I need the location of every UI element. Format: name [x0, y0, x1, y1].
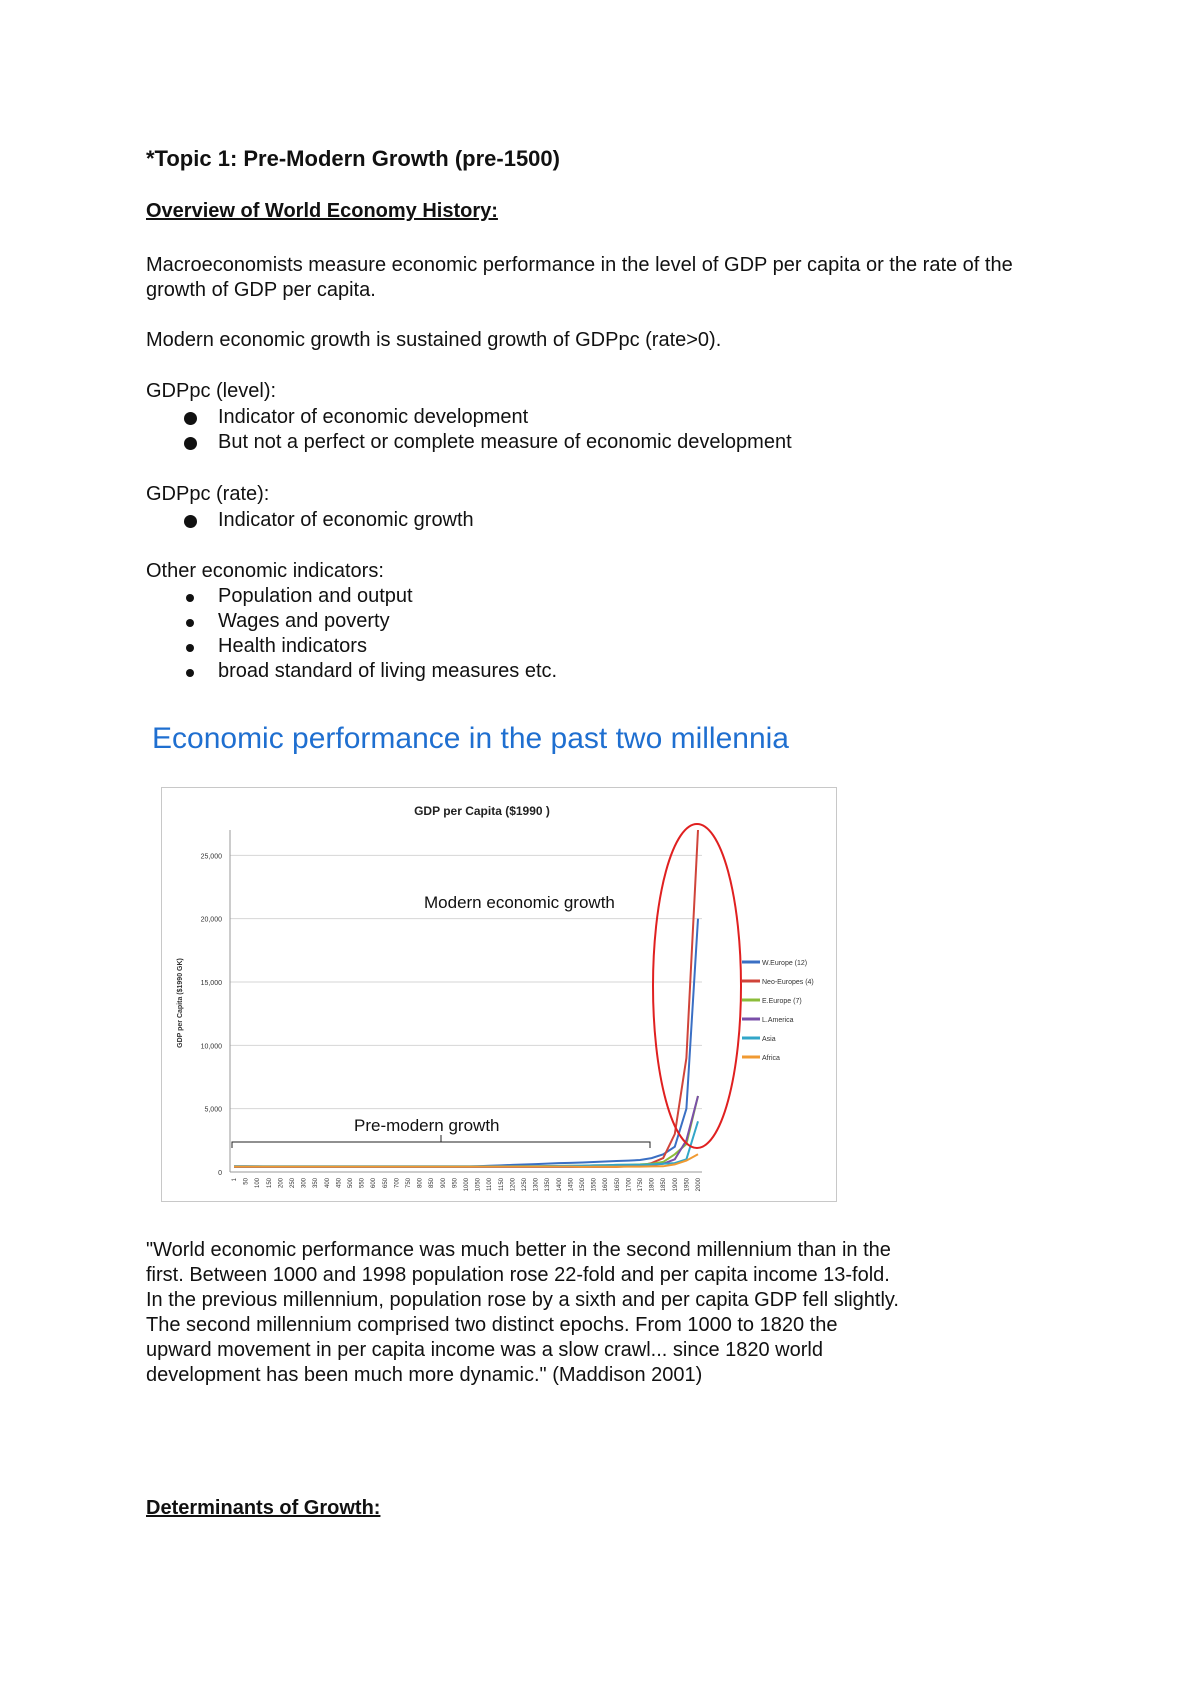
- x-tick-label: 1350: [545, 1178, 552, 1192]
- list-item: Indicator of economic development: [146, 405, 792, 430]
- x-tick-label: 1650: [614, 1178, 621, 1192]
- y-tick-label: 20,000: [200, 916, 222, 924]
- other-indicators-list: [146, 584, 557, 684]
- y-tick-label: 25,000: [200, 853, 222, 861]
- bullet-icon: [184, 437, 197, 450]
- x-tick-label: 1900: [672, 1178, 679, 1192]
- chart-title: GDP per Capita ($1990 ): [414, 804, 550, 818]
- x-tick-label: 850: [429, 1178, 436, 1189]
- x-tick-label: 1: [232, 1178, 238, 1182]
- x-tick-label: 800: [417, 1178, 424, 1189]
- x-tick-label: 400: [324, 1178, 331, 1189]
- bullet-icon: [186, 619, 194, 627]
- y-tick-label: 15,000: [200, 980, 222, 987]
- gdp-chart: [162, 788, 836, 1201]
- list-item: Population and output: [146, 584, 557, 609]
- bullet-icon: [184, 412, 197, 425]
- x-tick-label: 1800: [649, 1178, 656, 1192]
- bullet-icon: [184, 515, 197, 528]
- x-tick-label: 350: [313, 1178, 320, 1189]
- x-tick-label: 1550: [591, 1178, 598, 1192]
- overview-heading: Overview of World Economy History:: [146, 200, 498, 222]
- maddison-quote: "World economic performance was much better in the second millennium than in the first. Between 1000 and 1998 population rose 22-fold and per capita income 13-fold. In the previous millennium, population rose by a sixth and per capita GDP fell slightly. The second millennium comprised two distinct epochs. From 1000 to 1820 the upward movement in per capita income was a slow crawl... since 1820 world development has been much more dynamic." (Maddison 2001): [146, 1239, 899, 1386]
- y-tick-label: 5,000: [204, 1106, 222, 1114]
- list-item: Indicator of economic growth: [146, 508, 474, 533]
- x-tick-label: 650: [382, 1178, 389, 1189]
- premodern-growth-annotation: Pre-modern growth: [354, 1116, 500, 1135]
- x-tick-label: 1500: [580, 1178, 586, 1192]
- legend-label: Asia: [762, 1036, 776, 1043]
- legend-label: W.Europe (12): [762, 960, 808, 967]
- x-tick-label: 750: [406, 1178, 412, 1189]
- x-tick-label: 1950: [684, 1178, 691, 1192]
- x-tick-label: 950: [452, 1178, 459, 1189]
- x-tick-label: 1400: [556, 1178, 563, 1192]
- bullet-icon: [186, 594, 194, 602]
- x-tick-label: 200: [278, 1178, 285, 1189]
- x-tick-label: 900: [440, 1178, 447, 1189]
- x-tick-label: 100: [255, 1178, 262, 1189]
- x-tick-label: 1300: [533, 1178, 540, 1192]
- modern-growth-annotation: Modern economic growth: [424, 893, 615, 912]
- x-tick-label: 1750: [638, 1178, 644, 1192]
- overview-paragraph-2: Modern economic growth is sustained growth of GDPpc (rate>0).: [146, 329, 722, 351]
- gdppc-level-list: [146, 405, 792, 455]
- x-tick-label: 1600: [603, 1178, 610, 1192]
- gdppc-rate-label: GDPpc (rate):: [146, 483, 270, 505]
- x-tick-label: 1100: [487, 1178, 494, 1191]
- premodern-bracket: [232, 1135, 650, 1148]
- determinants-heading: Determinants of Growth:: [146, 1497, 381, 1519]
- list-item: Wages and poverty: [146, 609, 557, 634]
- x-tick-label: 600: [371, 1178, 378, 1189]
- x-tick-label: 1200: [510, 1178, 517, 1192]
- chart-y-axis-label: GDP per Capita ($1990 GK): [177, 958, 184, 1048]
- x-tick-label: 1850: [661, 1178, 668, 1192]
- gdp-chart-frame: [161, 787, 837, 1202]
- x-tick-label: 300: [301, 1178, 308, 1189]
- document-title: *Topic 1: Pre-Modern Growth (pre-1500): [146, 146, 560, 171]
- x-tick-label: 1250: [522, 1178, 528, 1192]
- overview-paragraph-1: Macroeconomists measure economic performance in the level of GDP per capita or the rate of the growth of GDP per capita.: [146, 254, 1013, 301]
- y-tick-label: 10,000: [200, 1043, 222, 1051]
- legend-label: Africa: [762, 1055, 780, 1062]
- list-item: broad standard of living measures etc.: [146, 659, 557, 684]
- other-indicators-label: Other economic indicators:: [146, 560, 384, 582]
- list-item: Health indicators: [146, 634, 557, 659]
- x-tick-label: 550: [359, 1178, 366, 1189]
- x-tick-label: 250: [290, 1178, 296, 1189]
- legend-label: L.America: [762, 1017, 794, 1024]
- list-item: But not a perfect or complete measure of economic development: [146, 430, 792, 455]
- x-tick-label: 500: [348, 1178, 354, 1189]
- gdppc-rate-list: [146, 508, 474, 533]
- x-tick-label: 1050: [475, 1178, 482, 1192]
- legend-label: Neo-Europes (4): [762, 979, 814, 986]
- gdppc-level-label: GDPpc (level):: [146, 380, 277, 402]
- bullet-icon: [186, 669, 194, 677]
- x-tick-label: 50: [243, 1178, 250, 1185]
- bullet-icon: [186, 644, 194, 652]
- x-tick-label: 1450: [568, 1178, 575, 1192]
- x-tick-label: 700: [394, 1178, 401, 1189]
- y-tick-label: 0: [218, 1170, 222, 1177]
- legend-label: E.Europe (7): [762, 998, 802, 1005]
- x-tick-label: 1000: [464, 1178, 470, 1192]
- x-tick-label: 1700: [626, 1178, 633, 1192]
- figure-slide-title: Economic performance in the past two millennia: [152, 722, 789, 755]
- x-tick-label: 150: [266, 1178, 273, 1189]
- x-tick-label: 2000: [696, 1178, 702, 1192]
- x-tick-label: 450: [336, 1178, 343, 1189]
- x-tick-label: 1150: [498, 1178, 505, 1191]
